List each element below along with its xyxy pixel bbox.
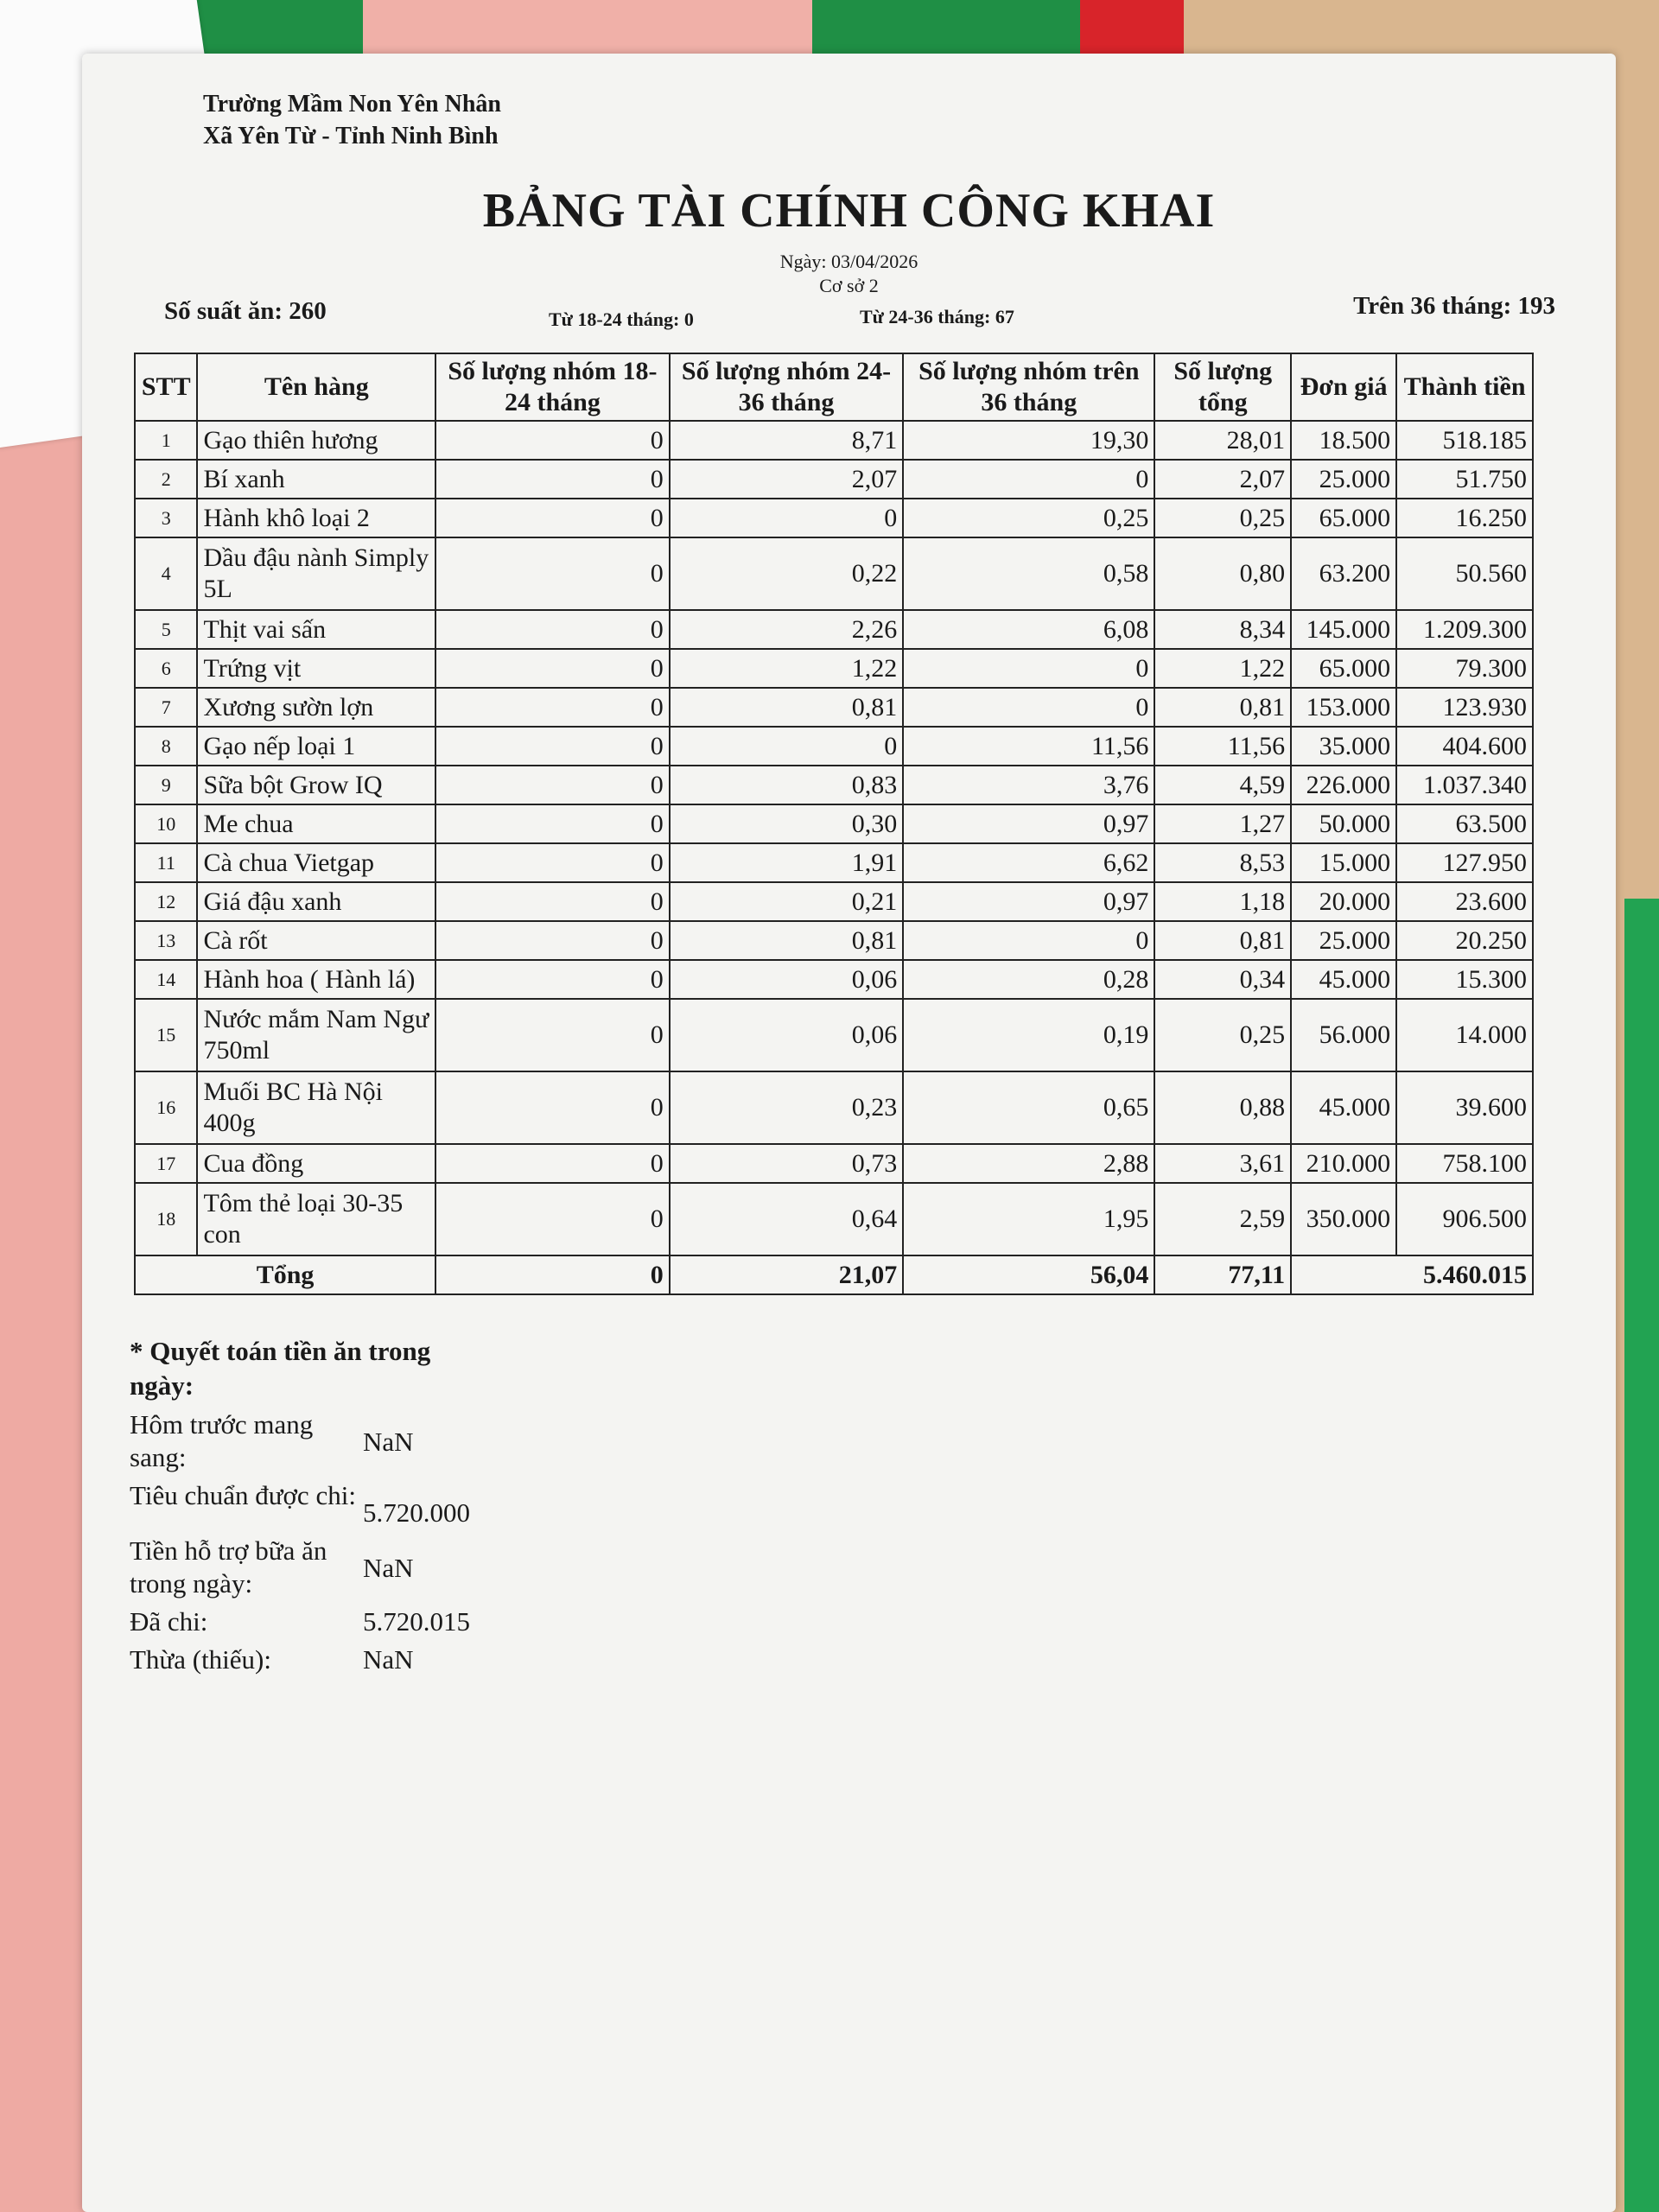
table-row (135, 999, 1533, 1071)
row-amount: 1.037.340 (1396, 766, 1533, 804)
total-group1: 0 (435, 1255, 670, 1294)
row-group3-qty: 0 (903, 921, 1154, 960)
table-row (135, 537, 1533, 610)
row-group1-qty: 0 (435, 649, 670, 688)
total-amount: 5.460.015 (1291, 1255, 1533, 1294)
row-item-name: Hành hoa ( Hành lá) (197, 960, 435, 999)
row-item-name: Xương sườn lợn (197, 688, 435, 727)
row-group2-qty: 1,22 (670, 649, 904, 688)
row-stt: 12 (135, 882, 197, 921)
meal-count: Số suất ăn: 260 (164, 297, 327, 325)
settlement-row (130, 1643, 475, 1676)
row-unit-price: 145.000 (1291, 610, 1396, 649)
row-group2-qty: 0 (670, 499, 904, 537)
row-unit-price: 18.500 (1291, 421, 1396, 460)
row-amount: 23.600 (1396, 882, 1533, 921)
row-unit-price: 65.000 (1291, 649, 1396, 688)
row-amount: 123.930 (1396, 688, 1533, 727)
settlement-value: NaN (363, 1427, 414, 1457)
row-unit-price: 25.000 (1291, 460, 1396, 499)
total-group3: 56,04 (903, 1255, 1154, 1294)
row-total-qty: 2,59 (1154, 1183, 1291, 1255)
table-row (135, 1144, 1533, 1183)
row-group2-qty: 0,06 (670, 960, 904, 999)
col-header-stt: STT (135, 353, 197, 421)
row-stt: 9 (135, 766, 197, 804)
table-row (135, 499, 1533, 537)
row-group1-qty: 0 (435, 999, 670, 1071)
row-item-name: Muối BC Hà Nội 400g (197, 1071, 435, 1144)
table-row (135, 804, 1533, 843)
row-amount: 20.250 (1396, 921, 1533, 960)
row-item-name: Cà chua Vietgap (197, 843, 435, 882)
settlement-label: Tiêu chuẩn được chi: (130, 1480, 356, 1510)
row-amount: 79.300 (1396, 649, 1533, 688)
settlement-section (130, 1334, 475, 1676)
row-group2-qty: 0,06 (670, 999, 904, 1071)
finance-table (134, 353, 1534, 1295)
row-group1-qty: 0 (435, 843, 670, 882)
row-total-qty: 0,34 (1154, 960, 1291, 999)
row-total-qty: 8,53 (1154, 843, 1291, 882)
row-item-name: Bí xanh (197, 460, 435, 499)
col-header-name: Tên hàng (197, 353, 435, 421)
row-amount: 14.000 (1396, 999, 1533, 1071)
report-date: Ngày: 03/04/2026 (779, 251, 918, 272)
row-group1-qty: 0 (435, 610, 670, 649)
background-green-right (1624, 899, 1659, 2212)
row-group2-qty: 1,91 (670, 843, 904, 882)
table-body (135, 421, 1533, 1255)
row-amount: 127.950 (1396, 843, 1533, 882)
total-group2: 21,07 (670, 1255, 904, 1294)
row-amount: 906.500 (1396, 1183, 1533, 1255)
row-total-qty: 0,88 (1154, 1071, 1291, 1144)
row-item-name: Giá đậu xanh (197, 882, 435, 921)
row-unit-price: 15.000 (1291, 843, 1396, 882)
table-row (135, 421, 1533, 460)
row-total-qty: 0,25 (1154, 499, 1291, 537)
row-group3-qty: 6,08 (903, 610, 1154, 649)
row-stt: 13 (135, 921, 197, 960)
settlement-heading: * Quyết toán tiền ăn trong ngày: (130, 1336, 431, 1401)
table-row (135, 766, 1533, 804)
row-group2-qty: 0,30 (670, 804, 904, 843)
table-row (135, 1071, 1533, 1144)
row-group3-qty: 0,19 (903, 999, 1154, 1071)
row-group1-qty: 0 (435, 421, 670, 460)
row-item-name: Sữa bột Grow IQ (197, 766, 435, 804)
group-over-36-count: Trên 36 tháng: 193 (1353, 292, 1555, 320)
col-header-amount: Thành tiền (1396, 353, 1533, 421)
row-amount: 50.560 (1396, 537, 1533, 610)
row-total-qty: 1,18 (1154, 882, 1291, 921)
row-total-qty: 28,01 (1154, 421, 1291, 460)
table-row (135, 688, 1533, 727)
row-unit-price: 45.000 (1291, 960, 1396, 999)
background-red-folder (1080, 0, 1184, 60)
table-row (135, 843, 1533, 882)
row-group3-qty: 0,65 (903, 1071, 1154, 1144)
row-group3-qty: 0,97 (903, 882, 1154, 921)
table-row (135, 960, 1533, 999)
school-header (203, 88, 501, 152)
table-row (135, 1183, 1533, 1255)
row-stt: 11 (135, 843, 197, 882)
row-stt: 8 (135, 727, 197, 766)
row-group3-qty: 3,76 (903, 766, 1154, 804)
table-header-row (135, 353, 1533, 421)
row-amount: 63.500 (1396, 804, 1533, 843)
table-row (135, 610, 1533, 649)
row-group1-qty: 0 (435, 537, 670, 610)
row-unit-price: 210.000 (1291, 1144, 1396, 1183)
row-group1-qty: 0 (435, 1144, 670, 1183)
row-item-name: Thịt vai sấn (197, 610, 435, 649)
table-row (135, 921, 1533, 960)
row-stt: 3 (135, 499, 197, 537)
row-group2-qty: 0,83 (670, 766, 904, 804)
row-group3-qty: 0 (903, 688, 1154, 727)
row-stt: 5 (135, 610, 197, 649)
row-stt: 18 (135, 1183, 197, 1255)
row-group3-qty: 2,88 (903, 1144, 1154, 1183)
row-group2-qty: 0,23 (670, 1071, 904, 1144)
row-group3-qty: 19,30 (903, 421, 1154, 460)
row-total-qty: 1,22 (1154, 649, 1291, 688)
row-unit-price: 350.000 (1291, 1183, 1396, 1255)
row-unit-price: 50.000 (1291, 804, 1396, 843)
row-item-name: Hành khô loại 2 (197, 499, 435, 537)
row-stt: 16 (135, 1071, 197, 1144)
settlement-label: Đã chi: (130, 1606, 208, 1637)
row-amount: 758.100 (1396, 1144, 1533, 1183)
row-total-qty: 4,59 (1154, 766, 1291, 804)
row-group3-qty: 11,56 (903, 727, 1154, 766)
row-total-qty: 0,81 (1154, 688, 1291, 727)
row-group2-qty: 0,73 (670, 1144, 904, 1183)
branch-label: Cơ sở 2 (819, 275, 879, 296)
row-amount: 39.600 (1396, 1071, 1533, 1144)
settlement-value: NaN (363, 1553, 414, 1583)
row-group1-qty: 0 (435, 1183, 670, 1255)
col-header-total-qty: Số lượng tổng (1154, 353, 1291, 421)
row-total-qty: 1,27 (1154, 804, 1291, 843)
row-stt: 10 (135, 804, 197, 843)
row-amount: 404.600 (1396, 727, 1533, 766)
row-amount: 1.209.300 (1396, 610, 1533, 649)
row-group3-qty: 6,62 (903, 843, 1154, 882)
table-row (135, 727, 1533, 766)
row-group1-qty: 0 (435, 960, 670, 999)
row-stt: 15 (135, 999, 197, 1071)
row-group3-qty: 0,25 (903, 499, 1154, 537)
row-item-name: Gạo thiên hương (197, 421, 435, 460)
row-stt: 4 (135, 537, 197, 610)
row-amount: 16.250 (1396, 499, 1533, 537)
settlement-value: 5.720.000 (363, 1497, 470, 1528)
row-item-name: Tôm thẻ loại 30-35 con (197, 1183, 435, 1255)
row-group3-qty: 0,97 (903, 804, 1154, 843)
page-title: BẢNG TÀI CHÍNH CÔNG KHAI (482, 184, 1216, 238)
document-page (82, 54, 1616, 2212)
row-group1-qty: 0 (435, 727, 670, 766)
row-group2-qty: 0 (670, 727, 904, 766)
row-unit-price: 25.000 (1291, 921, 1396, 960)
total-label: Tổng (135, 1255, 435, 1294)
row-group2-qty: 0,21 (670, 882, 904, 921)
settlement-row (130, 1535, 475, 1600)
table-total-row (135, 1255, 1533, 1294)
settlement-label: Thừa (thiếu): (130, 1644, 271, 1675)
row-item-name: Me chua (197, 804, 435, 843)
row-item-name: Nước mắm Nam Ngư 750ml (197, 999, 435, 1071)
row-group2-qty: 8,71 (670, 421, 904, 460)
school-address: Xã Yên Từ - Tỉnh Ninh Bình (203, 123, 499, 149)
settlement-row (130, 1479, 475, 1529)
settlement-row (130, 1605, 475, 1638)
row-unit-price: 153.000 (1291, 688, 1396, 727)
row-group1-qty: 0 (435, 921, 670, 960)
row-item-name: Dầu đậu nành Simply 5L (197, 537, 435, 610)
row-group1-qty: 0 (435, 882, 670, 921)
row-group3-qty: 0,28 (903, 960, 1154, 999)
row-item-name: Gạo nếp loại 1 (197, 727, 435, 766)
col-header-group3: Số lượng nhóm trên 36 tháng (903, 353, 1154, 421)
row-item-name: Trứng vịt (197, 649, 435, 688)
row-group2-qty: 2,07 (670, 460, 904, 499)
row-group2-qty: 0,22 (670, 537, 904, 610)
school-name: Trường Mầm Non Yên Nhân (203, 91, 501, 118)
row-group1-qty: 0 (435, 688, 670, 727)
row-group2-qty: 0,64 (670, 1183, 904, 1255)
row-group3-qty: 0 (903, 460, 1154, 499)
row-unit-price: 20.000 (1291, 882, 1396, 921)
settlement-label: Hôm trước mang sang: (130, 1409, 314, 1472)
row-group1-qty: 0 (435, 766, 670, 804)
row-total-qty: 0,81 (1154, 921, 1291, 960)
settlement-value: NaN (363, 1644, 414, 1675)
settlement-value: 5.720.015 (363, 1606, 470, 1637)
total-qty: 77,11 (1154, 1255, 1291, 1294)
row-group1-qty: 0 (435, 1071, 670, 1144)
settlement-row (130, 1408, 475, 1474)
row-stt: 17 (135, 1144, 197, 1183)
col-header-group1: Số lượng nhóm 18-24 tháng (435, 353, 670, 421)
row-group1-qty: 0 (435, 804, 670, 843)
row-item-name: Cà rốt (197, 921, 435, 960)
table-row (135, 882, 1533, 921)
row-group3-qty: 0,58 (903, 537, 1154, 610)
row-stt: 2 (135, 460, 197, 499)
row-group3-qty: 1,95 (903, 1183, 1154, 1255)
row-unit-price: 35.000 (1291, 727, 1396, 766)
row-amount: 518.185 (1396, 421, 1533, 460)
row-group2-qty: 0,81 (670, 921, 904, 960)
col-header-group2: Số lượng nhóm 24-36 tháng (670, 353, 904, 421)
row-unit-price: 45.000 (1291, 1071, 1396, 1144)
row-amount: 15.300 (1396, 960, 1533, 999)
row-amount: 51.750 (1396, 460, 1533, 499)
row-stt: 6 (135, 649, 197, 688)
col-header-unit-price: Đơn giá (1291, 353, 1396, 421)
row-stt: 1 (135, 421, 197, 460)
row-total-qty: 11,56 (1154, 727, 1291, 766)
row-stt: 14 (135, 960, 197, 999)
row-total-qty: 0,80 (1154, 537, 1291, 610)
table-row (135, 649, 1533, 688)
row-unit-price: 63.200 (1291, 537, 1396, 610)
group-24-36-count: Từ 24-36 tháng: 67 (860, 306, 1014, 327)
row-total-qty: 0,25 (1154, 999, 1291, 1071)
row-stt: 7 (135, 688, 197, 727)
row-total-qty: 2,07 (1154, 460, 1291, 499)
row-item-name: Cua đồng (197, 1144, 435, 1183)
row-group1-qty: 0 (435, 460, 670, 499)
row-unit-price: 65.000 (1291, 499, 1396, 537)
group-18-24-count: Từ 18-24 tháng: 0 (549, 308, 694, 330)
row-group2-qty: 0,81 (670, 688, 904, 727)
settlement-label: Tiền hỗ trợ bữa ăn trong ngày: (130, 1535, 327, 1599)
row-total-qty: 3,61 (1154, 1144, 1291, 1183)
row-total-qty: 8,34 (1154, 610, 1291, 649)
row-group1-qty: 0 (435, 499, 670, 537)
row-group2-qty: 2,26 (670, 610, 904, 649)
row-unit-price: 56.000 (1291, 999, 1396, 1071)
table-row (135, 460, 1533, 499)
row-unit-price: 226.000 (1291, 766, 1396, 804)
row-group3-qty: 0 (903, 649, 1154, 688)
